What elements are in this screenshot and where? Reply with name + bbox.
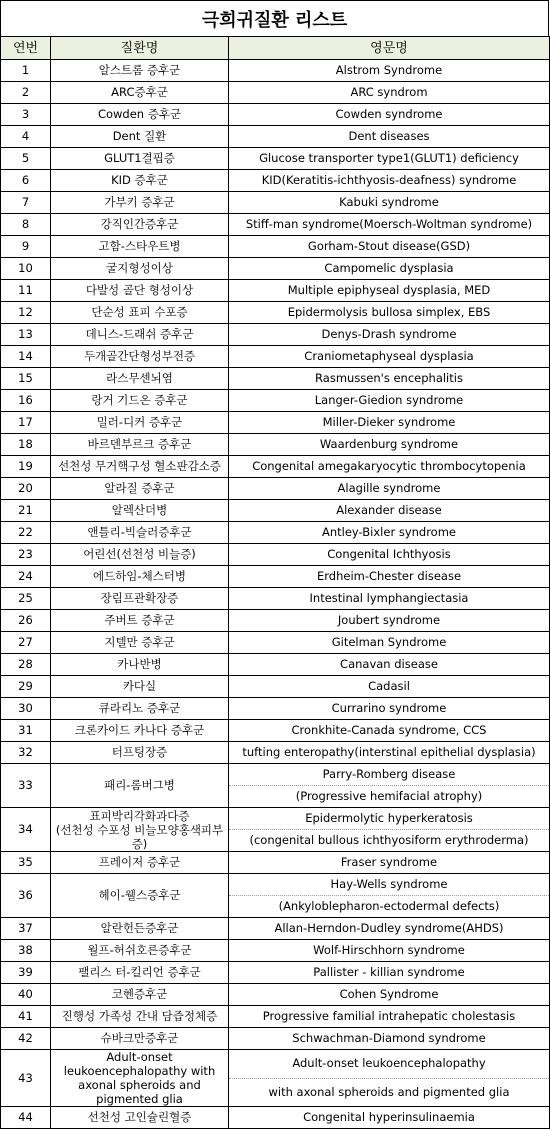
table-row [1,698,550,720]
disease-name-ko: GLUT1결핍증 [51,148,229,170]
disease-name-en: ARC syndrom [229,82,550,104]
disease-name-en: Cronkhite-Canada syndrome, CCS [229,720,550,742]
row-number: 16 [1,390,51,412]
row-number: 44 [1,1107,51,1129]
table-row [1,82,550,104]
table-row [1,390,550,412]
disease-name-ko: 두개골간단형성부전증 [51,346,229,368]
row-number: 22 [1,522,51,544]
disease-name-ko: 밀러-디커 증후군 [51,412,229,434]
row-number: 24 [1,566,51,588]
disease-name-ko: 알라질 증후군 [51,478,229,500]
disease-name-en: Fraser syndrome [229,852,550,874]
disease-name-ko: 팰리스 터-킬리언 증후군 [51,962,229,984]
table-row [1,632,550,654]
row-number: 29 [1,676,51,698]
disease-name-ko: Dent 질환 [51,126,229,148]
disease-name-ko: 월프-허쉬호른증후군 [51,940,229,962]
table-row [1,522,550,544]
disease-name-ko: 지텔만 증후군 [51,632,229,654]
disease-name-ko: 앤틀리-빅슬러증후군 [51,522,229,544]
row-number: 25 [1,588,51,610]
row-number: 9 [1,236,51,258]
disease-name-ko: 진행성 가족성 간내 담즙정체증 [51,1006,229,1028]
table-row [1,654,550,676]
row-number: 37 [1,918,51,940]
disease-table [0,36,550,1129]
table-row [1,104,550,126]
disease-name-en: tufting enteropathy(interstinal epithelial dysplasia) [229,742,550,764]
disease-name-ko: 단순성 표피 수포증 [51,302,229,324]
disease-name-ko: 알렉산더병 [51,500,229,522]
row-number: 17 [1,412,51,434]
table-row [1,368,550,390]
header-english: 영문명 [229,37,550,60]
table-row [1,720,550,742]
disease-name-en: Alagille syndrome [229,478,550,500]
disease-name-en: Multiple epiphyseal dysplasia, MED [229,280,550,302]
disease-name-en: Epidermolytic hyperkeratosis [229,808,550,830]
disease-name-en: Congenital hyperinsulinaemia [229,1107,550,1129]
disease-name-en: Waardenburg syndrome [229,434,550,456]
sheet-title: 극희귀질환 리스트 [0,0,549,36]
row-number: 35 [1,852,51,874]
row-number: 6 [1,170,51,192]
table-row [1,192,550,214]
table-row [1,984,550,1006]
disease-name-ko: 패리-롬버그병 [51,764,229,808]
disease-name-ko: 바르덴부르크 증후군 [51,434,229,456]
row-number: 5 [1,148,51,170]
table-row [1,1050,550,1079]
row-number: 39 [1,962,51,984]
disease-name-ko: 알스트롬 증후군 [51,60,229,82]
disease-name-en: Antley-Bixler syndrome [229,522,550,544]
disease-name-ko: 선천성 무거핵구성 혈소판감소증 [51,456,229,478]
row-number: 14 [1,346,51,368]
header-row [1,37,550,60]
disease-name-en: Parry-Romberg disease [229,764,550,786]
row-number: 3 [1,104,51,126]
disease-name-en: Hay-Wells syndrome [229,874,550,896]
disease-name-ko: 선천성 고인슐린혈증 [51,1107,229,1129]
table-row [1,412,550,434]
disease-name-ko: 표피박리각화과다증 (선천성 수포성 비늘모양홍색피부증) [51,808,229,852]
row-number: 41 [1,1006,51,1028]
disease-name-en: Cadasil [229,676,550,698]
row-number: 43 [1,1050,51,1107]
table-row [1,764,550,786]
row-number: 20 [1,478,51,500]
row-number: 10 [1,258,51,280]
row-number: 1 [1,60,51,82]
disease-name-ko: 다발성 골단 형성이상 [51,280,229,302]
disease-name-en: Allan-Herndon-Dudley syndrome(AHDS) [229,918,550,940]
row-number: 38 [1,940,51,962]
disease-name-ko: 어린선(선천성 비늘증) [51,544,229,566]
disease-name-en: Wolf-Hirschhorn syndrome [229,940,550,962]
disease-name-ko: 주버트 증후군 [51,610,229,632]
table-row [1,170,550,192]
disease-name-en: Joubert syndrome [229,610,550,632]
row-number: 31 [1,720,51,742]
disease-name-en-continued: (Progressive hemifacial atrophy) [229,786,550,808]
disease-name-en: Epidermolysis bullosa simplex, EBS [229,302,550,324]
row-number: 19 [1,456,51,478]
table-row [1,456,550,478]
disease-name-en: Dent diseases [229,126,550,148]
table-row [1,324,550,346]
header-no: 연번 [1,37,51,60]
table-row [1,852,550,874]
table-row [1,302,550,324]
row-number: 7 [1,192,51,214]
disease-name-en: Langer-Giedion syndrome [229,390,550,412]
table-row [1,236,550,258]
disease-name-en: Cohen Syndrome [229,984,550,1006]
disease-name-en: Erdheim-Chester disease [229,566,550,588]
disease-name-ko: Cowden 증후군 [51,104,229,126]
table-row [1,258,550,280]
disease-name-ko: 카다실 [51,676,229,698]
table-row [1,280,550,302]
row-number: 2 [1,82,51,104]
row-number: 23 [1,544,51,566]
row-number: 32 [1,742,51,764]
disease-name-ko: 장림프관확장증 [51,588,229,610]
disease-name-en: Miller-Dieker syndrome [229,412,550,434]
disease-name-ko: 슈바크만증후군 [51,1028,229,1050]
row-number: 11 [1,280,51,302]
table-row [1,566,550,588]
disease-name-en: Progressive familial intrahepatic cholestasis [229,1006,550,1028]
disease-name-ko: 크론카이드 카나다 증후군 [51,720,229,742]
header-disease: 질환명 [51,37,229,60]
disease-name-ko: 카나반병 [51,654,229,676]
table-row [1,478,550,500]
disease-name-en: Cowden syndrome [229,104,550,126]
table-row [1,500,550,522]
disease-name-ko: 랑거 기드온 증후군 [51,390,229,412]
disease-name-en: Alexander disease [229,500,550,522]
row-number: 4 [1,126,51,148]
disease-name-en: Alstrom Syndrome [229,60,550,82]
row-number: 12 [1,302,51,324]
table-row [1,874,550,896]
disease-name-en: KID(Keratitis-ichthyosis-deafness) syndrome [229,170,550,192]
disease-name-en: Pallister - killian syndrome [229,962,550,984]
row-number: 15 [1,368,51,390]
disease-name-en: Currarino syndrome [229,698,550,720]
disease-name-en: Gitelman Syndrome [229,632,550,654]
row-number: 34 [1,808,51,852]
table-row [1,808,550,830]
disease-name-en-continued: (Ankyloblepharon-ectodermal defects) [229,896,550,918]
table-row [1,60,550,82]
disease-name-en: Gorham-Stout disease(GSD) [229,236,550,258]
disease-name-ko: 가부키 증후군 [51,192,229,214]
disease-name-ko: 터프팅장증 [51,742,229,764]
table-row [1,214,550,236]
table-row [1,544,550,566]
disease-name-en-continued: (congenital bullous ichthyosiform erythroderma) [229,830,550,852]
disease-name-en: Canavan disease [229,654,550,676]
disease-name-en: Craniometaphyseal dysplasia [229,346,550,368]
table-row [1,962,550,984]
disease-name-ko: 데니스-드래쉬 증후군 [51,324,229,346]
row-number: 13 [1,324,51,346]
disease-name-ko: Adult-onset leukoencephalopathy with axonal spheroids and pigmented glia [51,1050,229,1107]
row-number: 28 [1,654,51,676]
table-row [1,126,550,148]
table-row [1,346,550,368]
row-number: 26 [1,610,51,632]
disease-name-ko: ARC증후군 [51,82,229,104]
disease-name-en: Rasmussen's encephalitis [229,368,550,390]
row-number: 33 [1,764,51,808]
table-row [1,434,550,456]
disease-name-ko: 프레이저 증후군 [51,852,229,874]
disease-name-ko: KID 증후군 [51,170,229,192]
row-number: 36 [1,874,51,918]
disease-name-en: Stiff-man syndrome(Moersch-Woltman syndrome) [229,214,550,236]
row-number: 8 [1,214,51,236]
disease-name-ko: 코헨증후군 [51,984,229,1006]
table-row [1,1006,550,1028]
disease-name-en-continued: with axonal spheroids and pigmented glia [229,1078,550,1107]
table-row [1,610,550,632]
table-row [1,1107,550,1129]
disease-name-en: Congenital Ichthyosis [229,544,550,566]
disease-name-ko: 알란헌든증후군 [51,918,229,940]
table-body [1,60,550,1129]
row-number: 27 [1,632,51,654]
disease-name-en: Campomelic dysplasia [229,258,550,280]
row-number: 40 [1,984,51,1006]
table-row [1,742,550,764]
table-row [1,1028,550,1050]
table-row [1,588,550,610]
disease-name-en: Schwachman-Diamond syndrome [229,1028,550,1050]
disease-name-ko: 큐라리노 증후군 [51,698,229,720]
table-row [1,940,550,962]
disease-name-en: Glucose transporter type1(GLUT1) deficiency [229,148,550,170]
disease-name-en: Denys-Drash syndrome [229,324,550,346]
disease-name-en: Intestinal lymphangiectasia [229,588,550,610]
disease-name-en: Kabuki syndrome [229,192,550,214]
table-row [1,148,550,170]
row-number: 18 [1,434,51,456]
row-number: 21 [1,500,51,522]
table-row [1,676,550,698]
disease-name-en: Congenital amegakaryocytic thrombocytopenia [229,456,550,478]
table-row [1,918,550,940]
disease-name-ko: 헤이-웰스증후군 [51,874,229,918]
row-number: 42 [1,1028,51,1050]
disease-name-ko: 라스무센뇌염 [51,368,229,390]
disease-name-en: Adult-onset leukoencephalopathy [229,1050,550,1079]
disease-name-ko: 강직인간증후군 [51,214,229,236]
row-number: 30 [1,698,51,720]
disease-name-ko: 에드하임-체스터병 [51,566,229,588]
disease-name-ko: 고함-스타우트병 [51,236,229,258]
disease-name-ko: 굴지형성이상 [51,258,229,280]
